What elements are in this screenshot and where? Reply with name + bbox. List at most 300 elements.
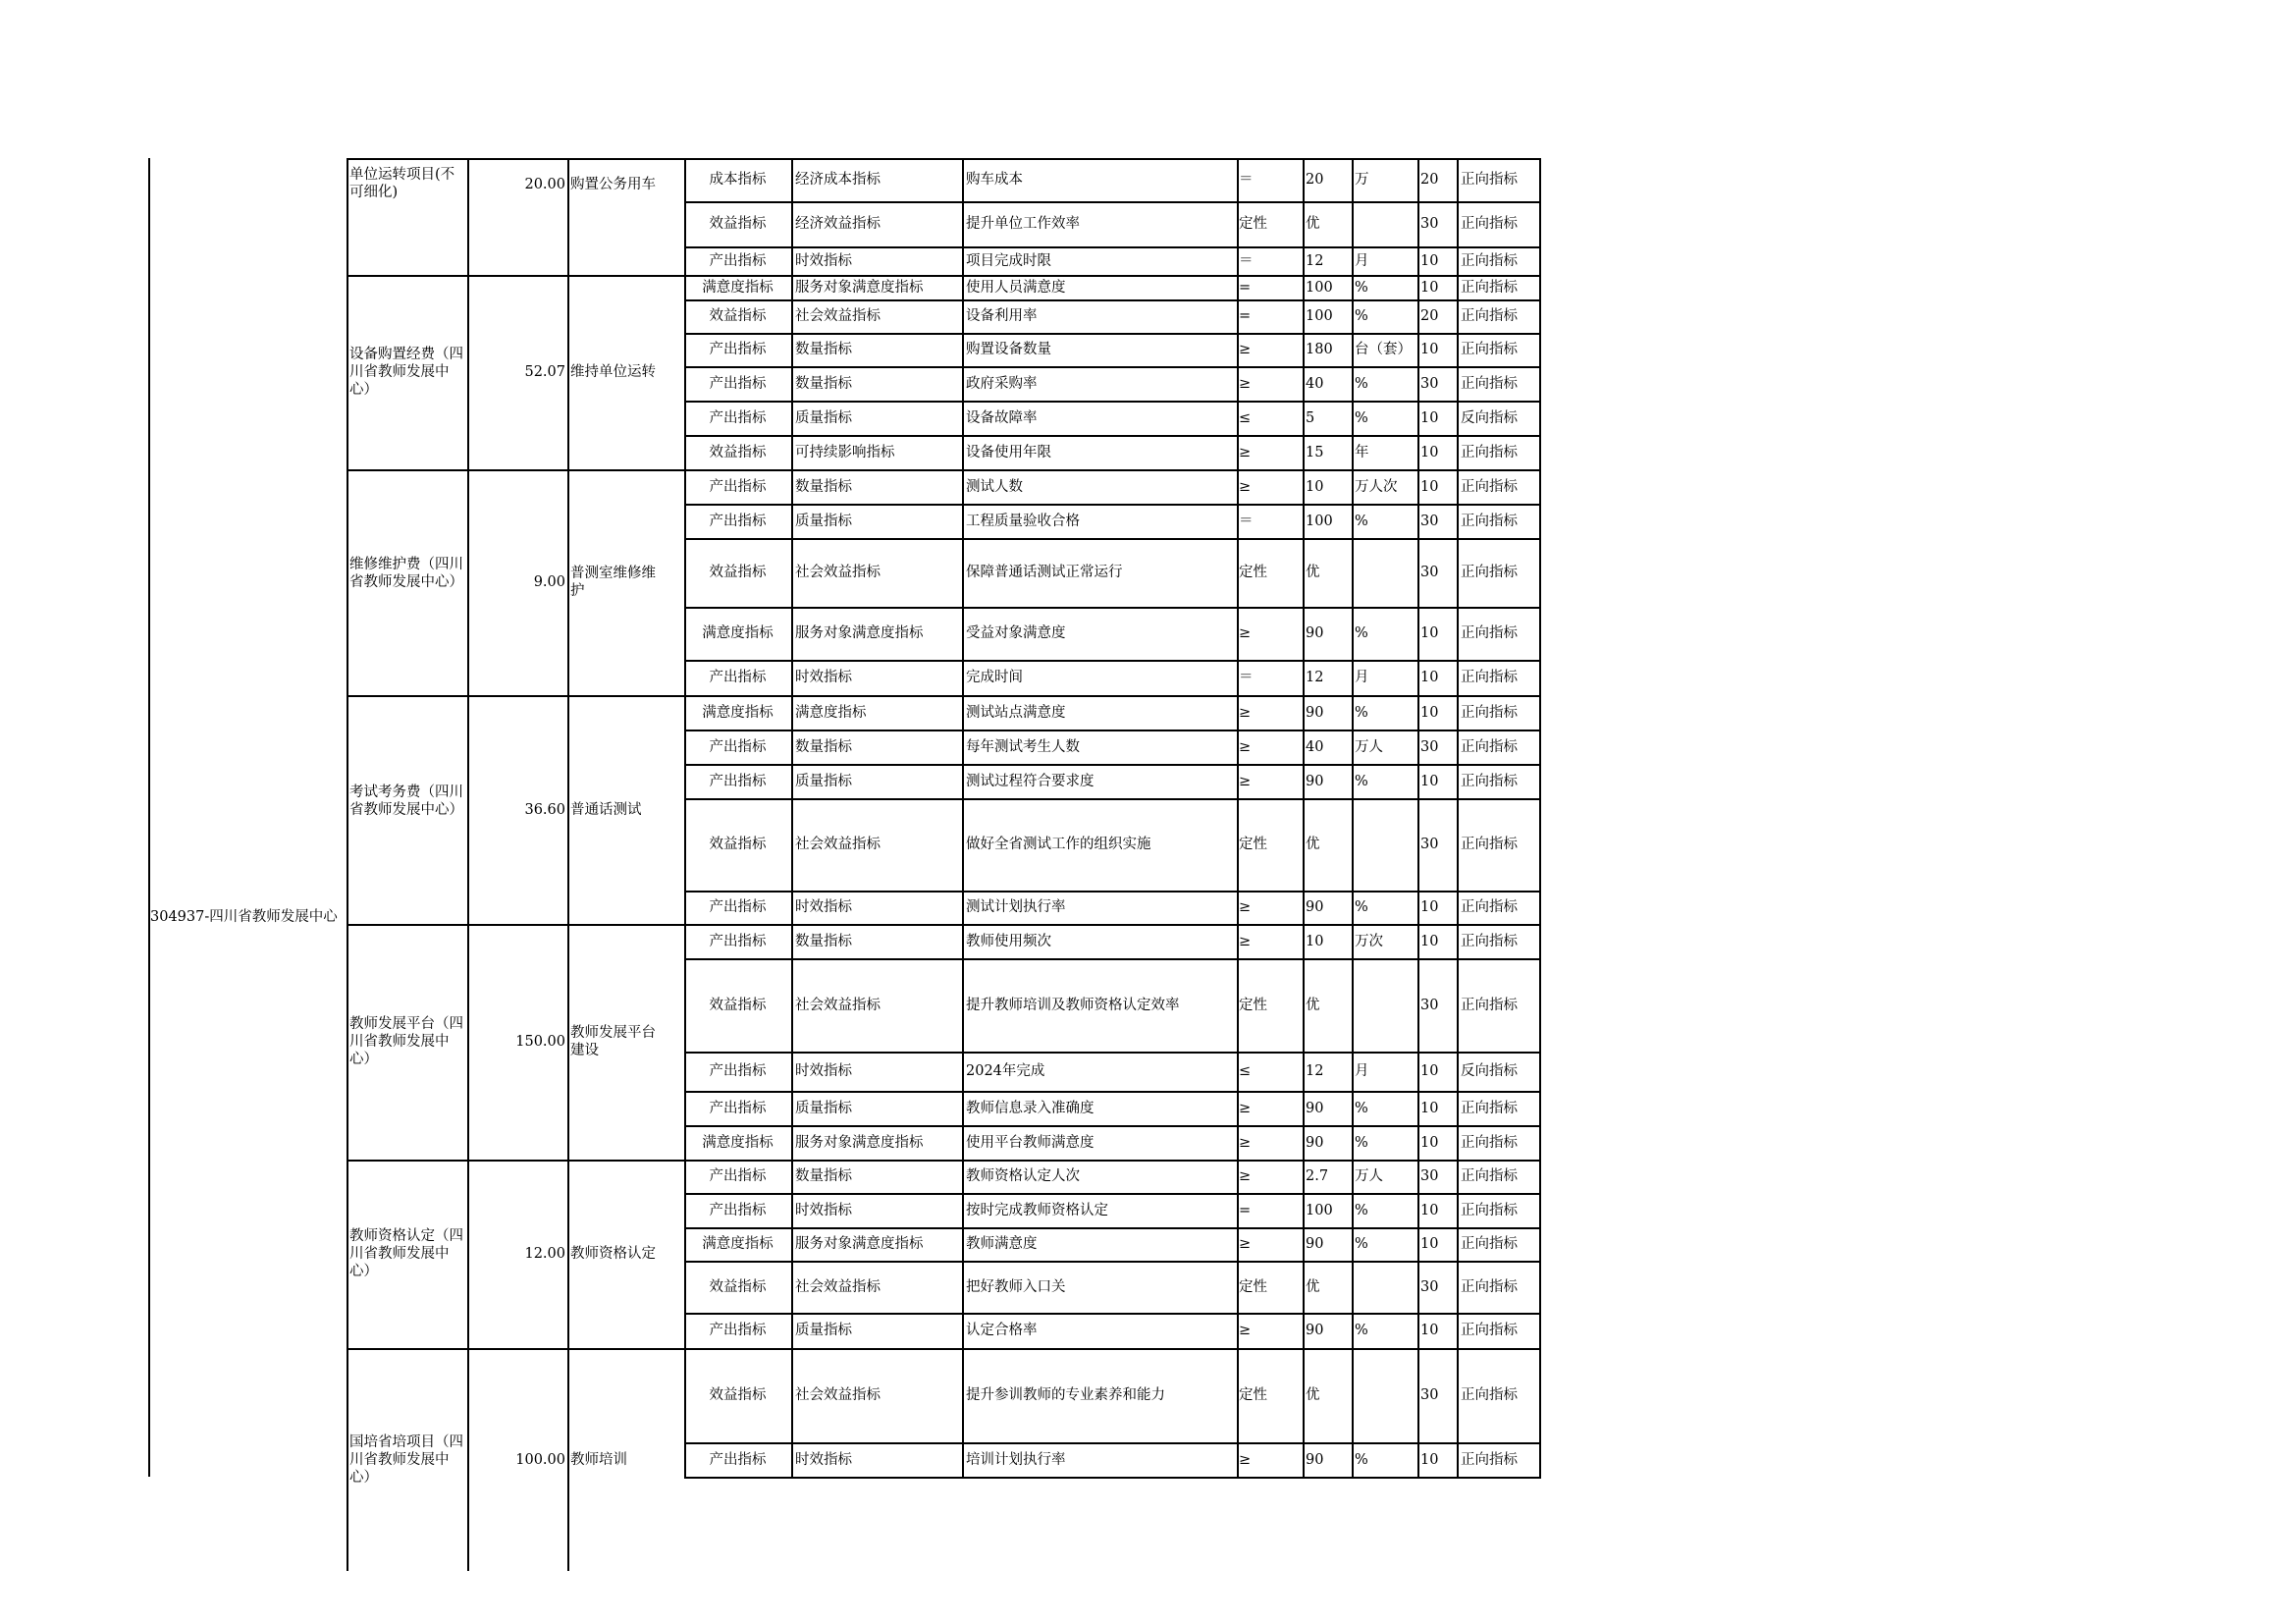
indicator-name-cell: 测试过程符合要求度 <box>966 773 1095 789</box>
project-goal-cell: 教师发展平台建设 <box>570 1025 656 1058</box>
horizontal-rule <box>684 246 1541 248</box>
indicator-level1-cell: 产出指标 <box>709 1063 767 1079</box>
target-value-cell: 12 <box>1306 252 1324 269</box>
unit-cell: % <box>1355 1451 1368 1468</box>
project-name-cell: 考试考务费（四川省教师发展中心） <box>349 784 463 818</box>
indicator-name-cell: 购置设备数量 <box>966 342 1051 357</box>
horizontal-rule <box>684 1348 1541 1350</box>
operator-cell: ≥ <box>1239 375 1252 392</box>
indicator-level2-cell: 质量指标 <box>795 1100 852 1116</box>
horizontal-rule <box>684 275 1541 277</box>
operator-cell: ≥ <box>1239 1236 1252 1252</box>
unit-cell: % <box>1355 1236 1368 1252</box>
indicator-name-cell: 认定合格率 <box>966 1323 1038 1338</box>
indicator-level2-cell: 服务对象满意度指标 <box>795 1236 924 1252</box>
direction-cell: 正向指标 <box>1461 565 1518 580</box>
weight-cell: 10 <box>1420 773 1439 789</box>
horizontal-rule <box>684 1125 1541 1127</box>
target-value-cell: 90 <box>1306 1236 1324 1252</box>
target-value-cell: 20 <box>1306 172 1324 188</box>
weight-cell: 30 <box>1420 738 1439 755</box>
indicator-level2-cell: 社会效益指标 <box>795 1278 881 1295</box>
unit-cell: 月 <box>1355 670 1369 685</box>
direction-cell: 正向指标 <box>1461 1323 1518 1338</box>
indicator-name-cell: 教师资格认定人次 <box>966 1168 1080 1184</box>
weight-cell: 10 <box>1420 1134 1439 1151</box>
vertical-rule <box>1352 158 1354 1477</box>
indicator-level1-cell: 效益指标 <box>709 308 767 324</box>
horizontal-rule <box>684 469 1541 471</box>
indicator-level2-cell: 时效指标 <box>795 1063 852 1079</box>
direction-cell: 正向指标 <box>1461 279 1518 296</box>
operator-cell: ＝ <box>1239 252 1254 269</box>
indicator-level2-cell: 时效指标 <box>795 670 852 685</box>
indicator-level2-cell: 社会效益指标 <box>795 837 881 852</box>
indicator-name-cell: 提升参训教师的专业素养和能力 <box>966 1387 1165 1403</box>
weight-cell: 10 <box>1420 409 1439 426</box>
indicator-level1-cell: 产出指标 <box>709 1451 767 1468</box>
unit-cell: % <box>1355 704 1368 721</box>
indicator-name-cell: 做好全省测试工作的组织实施 <box>966 837 1151 852</box>
target-value-cell: 180 <box>1306 342 1333 357</box>
operator-cell: 定性 <box>1239 216 1267 232</box>
direction-cell: 正向指标 <box>1461 837 1518 852</box>
target-value-cell: 40 <box>1306 738 1324 755</box>
target-value-cell: 优 <box>1306 1387 1320 1403</box>
horizontal-rule <box>684 660 1541 662</box>
operator-cell: ≥ <box>1239 704 1252 721</box>
horizontal-rule <box>684 1477 1541 1479</box>
operator-cell: = <box>1239 308 1252 324</box>
indicator-level1-cell: 满意度指标 <box>702 1236 774 1252</box>
indicator-name-cell: 工程质量验收合格 <box>966 513 1080 529</box>
unit-cell: % <box>1355 625 1368 641</box>
indicator-name-cell: 教师满意度 <box>966 1236 1038 1252</box>
unit-cell: % <box>1355 899 1368 915</box>
direction-cell: 正向指标 <box>1461 342 1518 357</box>
indicator-level1-cell: 产出指标 <box>709 252 767 269</box>
indicator-name-cell: 提升单位工作效率 <box>966 216 1080 232</box>
weight-cell: 10 <box>1420 478 1439 495</box>
indicator-level2-cell: 数量指标 <box>795 342 852 357</box>
indicator-level2-cell: 质量指标 <box>795 409 852 426</box>
weight-cell: 30 <box>1420 837 1439 852</box>
direction-cell: 正向指标 <box>1461 252 1518 269</box>
weight-cell: 10 <box>1420 1100 1439 1116</box>
indicator-name-cell: 测试计划执行率 <box>966 899 1066 915</box>
indicator-level2-cell: 质量指标 <box>795 513 852 529</box>
indicator-level1-cell: 产出指标 <box>709 1323 767 1338</box>
horizontal-rule <box>684 401 1541 403</box>
indicator-name-cell: 设备故障率 <box>966 409 1038 426</box>
project-amount-cell: 150.00 <box>515 1034 565 1050</box>
indicator-level1-cell: 产出指标 <box>709 513 767 529</box>
direction-cell: 反向指标 <box>1461 1063 1518 1079</box>
indicator-level2-cell: 经济效益指标 <box>795 216 881 232</box>
operator-cell: 定性 <box>1239 837 1267 852</box>
indicator-level2-cell: 服务对象满意度指标 <box>795 1134 924 1151</box>
target-value-cell: 优 <box>1306 565 1320 580</box>
target-value-cell: 优 <box>1306 216 1320 232</box>
horizontal-rule <box>347 924 686 926</box>
horizontal-rule <box>684 299 1541 301</box>
indicator-level1-cell: 产出指标 <box>709 1100 767 1116</box>
unit-cell: % <box>1355 308 1368 324</box>
horizontal-rule <box>684 435 1541 437</box>
horizontal-rule <box>347 1348 686 1350</box>
project-goal-cell: 普测室维修维护 <box>570 566 656 599</box>
direction-cell: 正向指标 <box>1461 1387 1518 1403</box>
direction-cell: 正向指标 <box>1461 933 1518 949</box>
operator-cell: ≥ <box>1239 1100 1252 1116</box>
indicator-name-cell: 测试人数 <box>966 478 1023 495</box>
horizontal-rule <box>684 333 1541 335</box>
vertical-rule <box>1303 158 1305 1477</box>
weight-cell: 10 <box>1420 704 1439 721</box>
project-name-cell: 设备购置经费（四川省教师发展中心） <box>349 347 463 398</box>
operator-cell: ≥ <box>1239 738 1252 755</box>
indicator-level2-cell: 可持续影响指标 <box>795 444 895 460</box>
direction-cell: 正向指标 <box>1461 308 1518 324</box>
unit-cell: 万次 <box>1355 933 1383 949</box>
unit-cell: % <box>1355 773 1368 789</box>
project-name-cell: 国培省培项目（四川省教师发展中心） <box>349 1434 463 1486</box>
horizontal-rule <box>347 158 686 160</box>
horizontal-rule <box>684 958 1541 960</box>
unit-cell: % <box>1355 1100 1368 1116</box>
weight-cell: 10 <box>1420 444 1439 460</box>
project-goal-cell: 普通话测试 <box>570 801 642 818</box>
indicator-name-cell: 提升教师培训及教师资格认定效率 <box>966 997 1180 1013</box>
indicator-name-cell: 使用人员满意度 <box>966 279 1066 296</box>
direction-cell: 正向指标 <box>1461 172 1518 188</box>
horizontal-rule <box>684 538 1541 540</box>
operator-cell: ≥ <box>1239 773 1252 789</box>
indicator-name-cell: 按时完成教师资格认定 <box>966 1202 1108 1218</box>
indicator-level2-cell: 经济成本指标 <box>795 172 881 188</box>
indicator-level1-cell: 效益指标 <box>709 1387 767 1403</box>
weight-cell: 20 <box>1420 308 1439 324</box>
weight-cell: 20 <box>1420 172 1439 188</box>
indicator-level2-cell: 时效指标 <box>795 252 852 269</box>
indicator-name-cell: 项目完成时限 <box>966 252 1051 269</box>
horizontal-rule <box>684 504 1541 506</box>
operator-cell: 定性 <box>1239 565 1267 580</box>
operator-cell: ＝ <box>1239 172 1254 188</box>
indicator-level1-cell: 效益指标 <box>709 997 767 1013</box>
direction-cell: 正向指标 <box>1461 899 1518 915</box>
horizontal-rule <box>684 695 1541 697</box>
operator-cell: ＝ <box>1239 513 1254 529</box>
weight-cell: 30 <box>1420 513 1439 529</box>
target-value-cell: 90 <box>1306 704 1324 721</box>
operator-cell: ≥ <box>1239 933 1252 949</box>
target-value-cell: 90 <box>1306 773 1324 789</box>
vertical-rule <box>1237 158 1239 1477</box>
direction-cell: 正向指标 <box>1461 444 1518 460</box>
indicator-level2-cell: 数量指标 <box>795 478 852 495</box>
weight-cell: 30 <box>1420 375 1439 392</box>
target-value-cell: 90 <box>1306 1451 1324 1468</box>
indicator-level2-cell: 社会效益指标 <box>795 997 881 1013</box>
target-value-cell: 90 <box>1306 899 1324 915</box>
vertical-rule <box>962 158 964 1477</box>
target-value-cell: 100 <box>1306 308 1333 324</box>
unit-cell: 万人 <box>1355 1168 1383 1184</box>
direction-cell: 正向指标 <box>1461 478 1518 495</box>
direction-cell: 正向指标 <box>1461 1100 1518 1116</box>
project-goal-cell: 教师培训 <box>570 1451 627 1468</box>
indicator-level2-cell: 服务对象满意度指标 <box>795 279 924 296</box>
operator-cell: 定性 <box>1239 1387 1267 1403</box>
operator-cell: ≤ <box>1239 1063 1252 1079</box>
direction-cell: 正向指标 <box>1461 513 1518 529</box>
weight-cell: 10 <box>1420 279 1439 296</box>
indicator-level2-cell: 时效指标 <box>795 1451 852 1468</box>
horizontal-rule <box>347 1160 686 1162</box>
weight-cell: 10 <box>1420 342 1439 357</box>
indicator-level1-cell: 效益指标 <box>709 565 767 580</box>
indicator-name-cell: 保障普通话测试正常运行 <box>966 565 1123 580</box>
indicator-level1-cell: 产出指标 <box>709 738 767 755</box>
unit-name-cell: 304937-四川省教师发展中心 <box>150 909 338 925</box>
indicator-level1-cell: 满意度指标 <box>702 1134 774 1151</box>
operator-cell: ≥ <box>1239 899 1252 915</box>
direction-cell: 正向指标 <box>1461 1134 1518 1151</box>
project-amount-cell: 36.60 <box>524 801 565 818</box>
target-value-cell: 优 <box>1306 837 1320 852</box>
indicator-level2-cell: 数量指标 <box>795 933 852 949</box>
horizontal-rule <box>684 201 1541 203</box>
direction-cell: 正向指标 <box>1461 997 1518 1013</box>
indicator-level1-cell: 产出指标 <box>709 409 767 426</box>
indicator-level2-cell: 数量指标 <box>795 1168 852 1184</box>
weight-cell: 10 <box>1420 1323 1439 1338</box>
direction-cell: 反向指标 <box>1461 409 1518 426</box>
indicator-level1-cell: 成本指标 <box>709 172 767 188</box>
indicator-name-cell: 测试站点满意度 <box>966 704 1066 721</box>
horizontal-rule <box>684 1442 1541 1444</box>
direction-cell: 正向指标 <box>1461 1451 1518 1468</box>
indicator-name-cell: 把好教师入口关 <box>966 1278 1066 1295</box>
horizontal-rule <box>684 158 1541 160</box>
indicator-level2-cell: 时效指标 <box>795 1202 852 1218</box>
target-value-cell: 2.7 <box>1306 1168 1329 1184</box>
weight-cell: 10 <box>1420 1202 1439 1218</box>
target-value-cell: 12 <box>1306 1063 1324 1079</box>
horizontal-rule <box>684 366 1541 368</box>
unit-cell: 月 <box>1355 1063 1369 1079</box>
project-amount-cell: 100.00 <box>515 1451 565 1468</box>
indicator-name-cell: 购车成本 <box>966 172 1023 188</box>
vertical-rule <box>567 158 569 1571</box>
indicator-name-cell: 设备利用率 <box>966 308 1038 324</box>
horizontal-rule <box>347 695 686 697</box>
weight-cell: 30 <box>1420 565 1439 580</box>
operator-cell: ≥ <box>1239 1451 1252 1468</box>
horizontal-rule <box>347 275 686 277</box>
indicator-name-cell: 设备使用年限 <box>966 444 1051 460</box>
weight-cell: 30 <box>1420 216 1439 232</box>
project-name-cell: 教师发展平台（四川省教师发展中心） <box>349 1016 463 1067</box>
vertical-rule <box>1417 158 1419 1477</box>
indicator-level2-cell: 满意度指标 <box>795 704 867 721</box>
indicator-name-cell: 教师使用频次 <box>966 933 1051 949</box>
horizontal-rule <box>684 1227 1541 1229</box>
project-amount-cell: 20.00 <box>524 177 565 192</box>
operator-cell: ＝ <box>1239 670 1254 685</box>
unit-cell: % <box>1355 409 1368 426</box>
operator-cell: ≥ <box>1239 444 1252 460</box>
direction-cell: 正向指标 <box>1461 1202 1518 1218</box>
horizontal-rule <box>684 1052 1541 1054</box>
direction-cell: 正向指标 <box>1461 773 1518 789</box>
indicator-level1-cell: 产出指标 <box>709 1202 767 1218</box>
target-value-cell: 90 <box>1306 1100 1324 1116</box>
project-amount-cell: 12.00 <box>524 1246 565 1262</box>
indicator-level1-cell: 效益指标 <box>709 837 767 852</box>
direction-cell: 正向指标 <box>1461 738 1518 755</box>
unit-cell: % <box>1355 1134 1368 1151</box>
indicator-level1-cell: 产出指标 <box>709 933 767 949</box>
weight-cell: 30 <box>1420 1387 1439 1403</box>
indicator-name-cell: 受益对象满意度 <box>966 625 1066 641</box>
unit-cell: 台（套） <box>1355 342 1412 357</box>
indicator-name-cell: 使用平台教师满意度 <box>966 1134 1095 1151</box>
horizontal-rule <box>684 1193 1541 1195</box>
weight-cell: 30 <box>1420 1168 1439 1184</box>
target-value-cell: 15 <box>1306 444 1324 460</box>
indicator-level1-cell: 产出指标 <box>709 899 767 915</box>
horizontal-rule <box>684 764 1541 766</box>
target-value-cell: 90 <box>1306 1134 1324 1151</box>
weight-cell: 10 <box>1420 1236 1439 1252</box>
indicator-level2-cell: 时效指标 <box>795 899 852 915</box>
horizontal-rule <box>684 1261 1541 1263</box>
operator-cell: ≥ <box>1239 1323 1252 1338</box>
vertical-rule <box>347 158 348 1571</box>
project-goal-cell: 维持单位运转 <box>570 364 656 380</box>
indicator-level1-cell: 满意度指标 <box>702 704 774 721</box>
operator-cell: ≥ <box>1239 1134 1252 1151</box>
project-goal-cell: 购置公务用车 <box>570 177 656 192</box>
indicator-level1-cell: 产出指标 <box>709 773 767 789</box>
target-value-cell: 90 <box>1306 625 1324 641</box>
vertical-rule <box>791 158 793 1477</box>
vertical-rule <box>148 158 150 1477</box>
vertical-rule <box>684 158 686 1477</box>
horizontal-rule <box>684 1091 1541 1093</box>
horizontal-rule <box>684 1313 1541 1315</box>
indicator-name-cell: 教师信息录入准确度 <box>966 1100 1095 1116</box>
target-value-cell: 100 <box>1306 1202 1333 1218</box>
project-name-cell: 教师资格认定（四川省教师发展中心） <box>349 1228 463 1279</box>
target-value-cell: 优 <box>1306 997 1320 1013</box>
target-value-cell: 10 <box>1306 478 1324 495</box>
indicator-level1-cell: 效益指标 <box>709 1278 767 1295</box>
unit-cell: 万 <box>1355 172 1369 188</box>
indicator-level1-cell: 效益指标 <box>709 216 767 232</box>
indicator-level1-cell: 产出指标 <box>709 478 767 495</box>
unit-cell: 年 <box>1355 444 1369 460</box>
direction-cell: 正向指标 <box>1461 670 1518 685</box>
unit-cell: % <box>1355 1202 1368 1218</box>
weight-cell: 10 <box>1420 1451 1439 1468</box>
horizontal-rule <box>684 607 1541 609</box>
indicator-level2-cell: 社会效益指标 <box>795 565 881 580</box>
operator-cell: = <box>1239 279 1252 296</box>
indicator-level1-cell: 满意度指标 <box>702 625 774 641</box>
operator-cell: 定性 <box>1239 1278 1267 1295</box>
indicator-name-cell: 2024年完成 <box>966 1063 1045 1079</box>
indicator-name-cell: 每年测试考生人数 <box>966 738 1080 755</box>
indicator-level1-cell: 产出指标 <box>709 342 767 357</box>
weight-cell: 10 <box>1420 252 1439 269</box>
indicator-name-cell: 政府采购率 <box>966 375 1038 392</box>
weight-cell: 10 <box>1420 899 1439 915</box>
indicator-name-cell: 培训计划执行率 <box>966 1451 1066 1468</box>
weight-cell: 30 <box>1420 997 1439 1013</box>
operator-cell: ≥ <box>1239 625 1252 641</box>
horizontal-rule <box>684 924 1541 926</box>
target-value-cell: 12 <box>1306 670 1324 685</box>
project-name-cell: 单位运转项目(不可细化) <box>349 167 455 200</box>
direction-cell: 正向指标 <box>1461 704 1518 721</box>
weight-cell: 10 <box>1420 670 1439 685</box>
horizontal-rule <box>684 1160 1541 1162</box>
weight-cell: 10 <box>1420 933 1439 949</box>
unit-cell: % <box>1355 375 1368 392</box>
direction-cell: 正向指标 <box>1461 375 1518 392</box>
operator-cell: ≤ <box>1239 409 1252 426</box>
horizontal-rule <box>684 891 1541 893</box>
direction-cell: 正向指标 <box>1461 1168 1518 1184</box>
project-goal-cell: 教师资格认定 <box>570 1246 656 1262</box>
unit-cell: 万人 <box>1355 738 1383 755</box>
target-value-cell: 优 <box>1306 1278 1320 1295</box>
horizontal-rule <box>684 730 1541 731</box>
target-value-cell: 10 <box>1306 933 1324 949</box>
unit-cell: % <box>1355 513 1368 529</box>
target-value-cell: 90 <box>1306 1323 1324 1338</box>
operator-cell: ≥ <box>1239 478 1252 495</box>
indicator-level2-cell: 质量指标 <box>795 773 852 789</box>
project-amount-cell: 52.07 <box>524 364 565 380</box>
indicator-level1-cell: 产出指标 <box>709 375 767 392</box>
project-name-cell: 维修维护费（四川省教师发展中心） <box>349 557 463 590</box>
indicator-level2-cell: 社会效益指标 <box>795 1387 881 1403</box>
indicator-level2-cell: 数量指标 <box>795 375 852 392</box>
indicator-level2-cell: 数量指标 <box>795 738 852 755</box>
operator-cell: 定性 <box>1239 997 1267 1013</box>
target-value-cell: 100 <box>1306 279 1333 296</box>
indicator-level1-cell: 满意度指标 <box>702 279 774 296</box>
unit-cell: % <box>1355 279 1368 296</box>
weight-cell: 30 <box>1420 1278 1439 1295</box>
indicator-level2-cell: 质量指标 <box>795 1323 852 1338</box>
vertical-rule <box>467 158 469 1571</box>
indicator-level1-cell: 产出指标 <box>709 1168 767 1184</box>
indicator-level2-cell: 服务对象满意度指标 <box>795 625 924 641</box>
target-value-cell: 40 <box>1306 375 1324 392</box>
vertical-rule <box>1539 158 1541 1477</box>
indicator-level1-cell: 产出指标 <box>709 670 767 685</box>
target-value-cell: 100 <box>1306 513 1333 529</box>
unit-cell: 万人次 <box>1355 478 1398 495</box>
weight-cell: 10 <box>1420 1063 1439 1079</box>
direction-cell: 正向指标 <box>1461 625 1518 641</box>
indicator-level2-cell: 社会效益指标 <box>795 308 881 324</box>
